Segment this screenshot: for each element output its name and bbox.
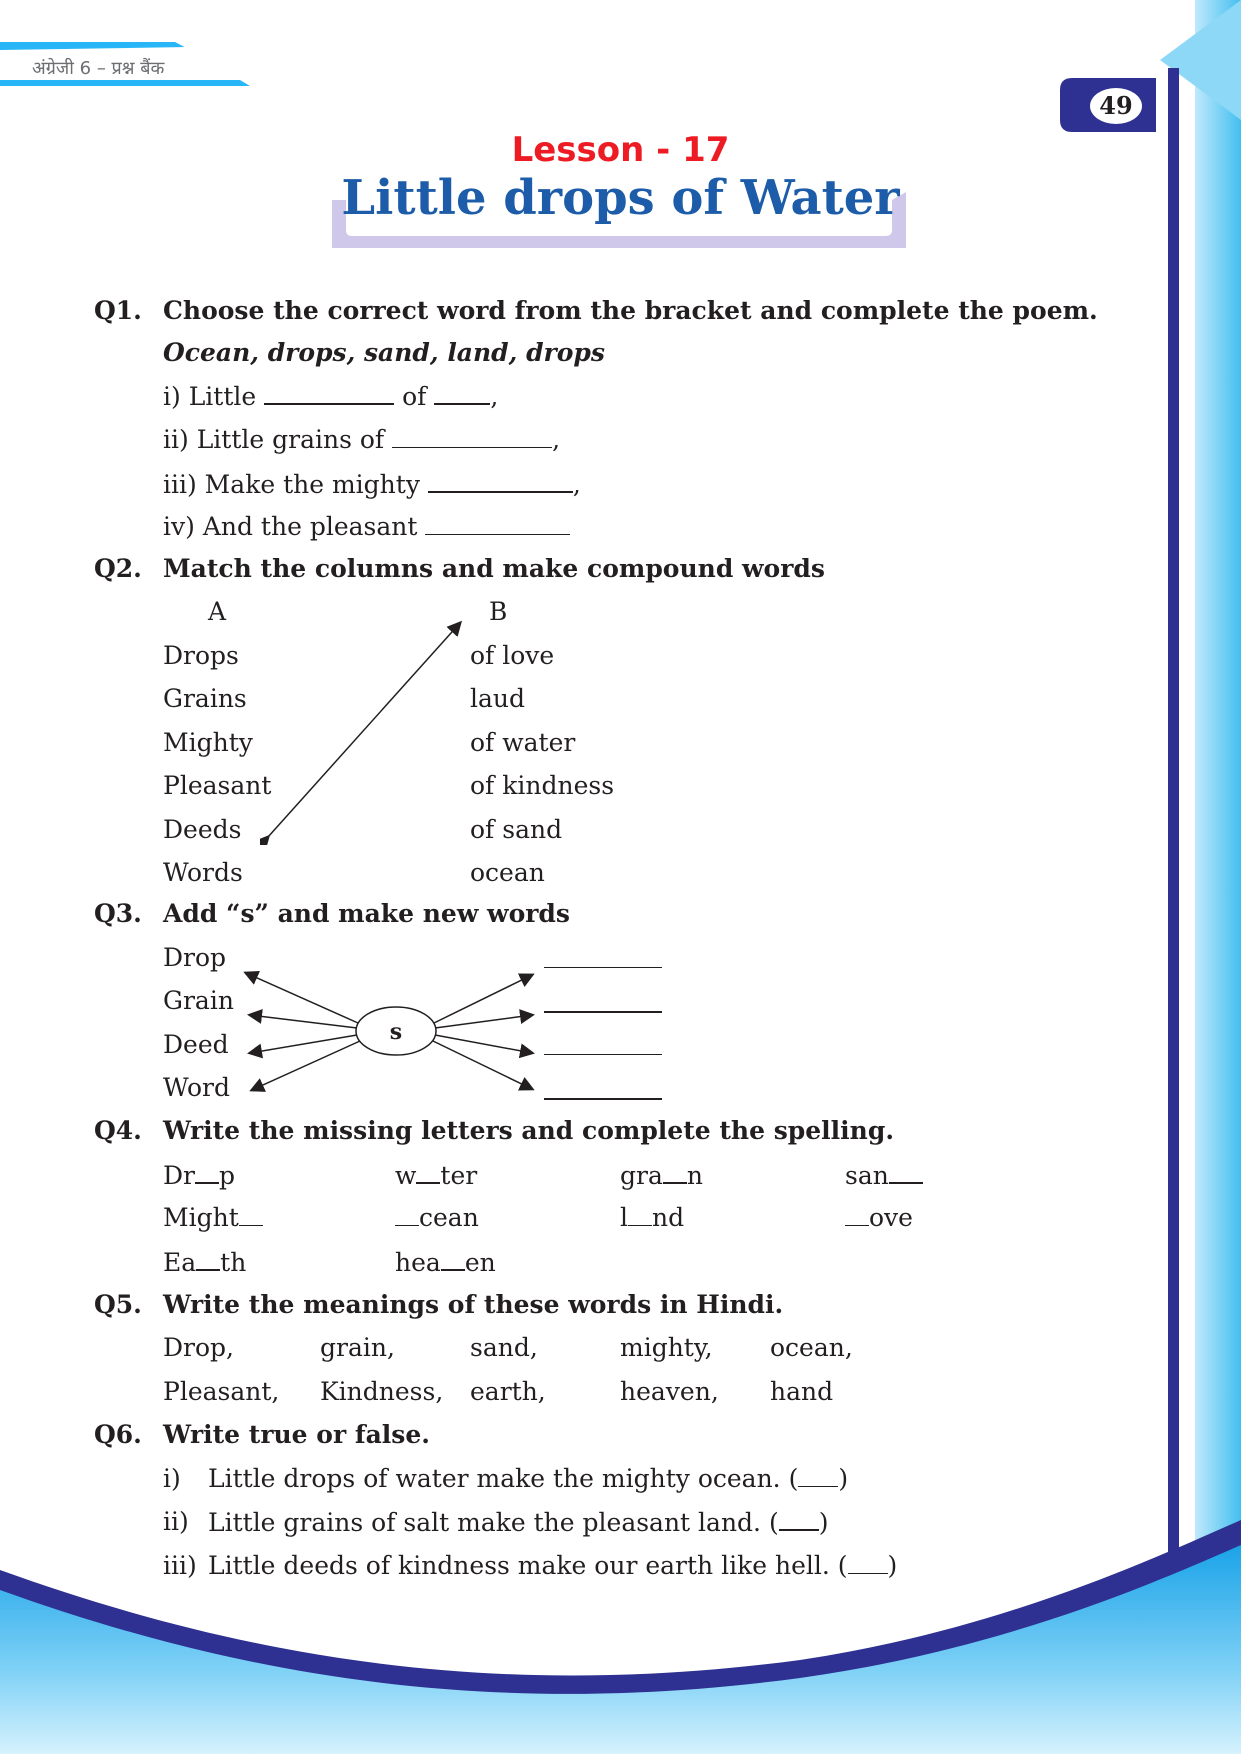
q1-blank-3[interactable] (428, 469, 573, 493)
page-number: 49 (1099, 91, 1133, 120)
q4-item: gra n (620, 1161, 703, 1190)
q2-col-a-item: Mighty (163, 728, 253, 757)
q1-line-1-text: i) Little (163, 382, 257, 411)
q3-word: Drop (163, 943, 227, 972)
q1-line-2-text: ii) Little grains of (163, 425, 385, 454)
q4-blank[interactable] (663, 1160, 687, 1184)
q2-question: Match the columns and make compound words (163, 554, 825, 583)
q6-question: Write true or false. (163, 1420, 430, 1449)
q4-blank[interactable] (395, 1203, 419, 1226)
q3-word: Deed (163, 1030, 229, 1059)
q6-item-number: iii) (163, 1551, 197, 1580)
q1-blank-1a[interactable] (264, 381, 394, 405)
q1-blank-4[interactable] (425, 512, 570, 535)
q3-answer-blank[interactable] (544, 967, 662, 968)
q2-col-b-item: of love (470, 641, 555, 670)
q4-blank[interactable] (196, 1247, 220, 1271)
lesson-label: Lesson - 17 (511, 130, 730, 170)
q4-blank[interactable] (845, 1203, 869, 1226)
q2-col-a-item: Deeds (163, 815, 242, 844)
q1-blank-1b[interactable] (434, 381, 490, 405)
q3-question: Add “s” and make new words (163, 899, 570, 928)
q1-line-2-comma: , (552, 425, 561, 454)
q4-blank[interactable] (628, 1203, 652, 1226)
q5-word: Kindness, (320, 1377, 444, 1406)
q3-answer-blank[interactable] (544, 1011, 662, 1013)
q6-number: Q6. (94, 1420, 142, 1449)
q2-number: Q2. (94, 554, 142, 583)
q4-item: ove (845, 1203, 913, 1232)
q1-line-3 (163, 469, 581, 499)
q1-line-2 (163, 425, 560, 454)
q2-col-a-item: Grains (163, 684, 247, 713)
q2-column-b-header: B (489, 597, 508, 626)
q1-line-3-comma: , (572, 470, 581, 499)
q6-answer-blank[interactable] (798, 1464, 838, 1487)
q4-item: Might (163, 1203, 263, 1232)
q6-answer-blank[interactable] (779, 1507, 819, 1531)
q2-col-b-item: ocean (470, 858, 545, 887)
q2-col-a-item: Pleasant (163, 771, 272, 800)
q4-blank[interactable] (195, 1160, 219, 1184)
q5-word: earth, (470, 1377, 546, 1406)
q6-statement: Little drops of water make the mighty ocean. ( ) (208, 1464, 849, 1493)
q6-item-number: i) (163, 1464, 181, 1493)
q5-word: heaven, (620, 1377, 719, 1406)
q5-word: sand, (470, 1333, 538, 1362)
q2-col-b-item: of water (470, 728, 576, 757)
q3-center-letter: s (389, 1019, 403, 1045)
q4-blank[interactable] (239, 1203, 263, 1226)
q4-item: hea en (395, 1248, 496, 1277)
q2-col-a-item: Drops (163, 641, 239, 670)
q3-diagram (240, 955, 540, 1095)
q2-col-b-item: laud (470, 684, 526, 713)
book-label: अंग्रेजी 6 – प्रश्न बैंक (32, 58, 165, 79)
q6-statement: Little grains of salt make the pleasant land. ( ) (208, 1508, 829, 1537)
q4-item: Ea th (163, 1248, 247, 1277)
q5-question: Write the meanings of these words in Hindi. (163, 1290, 784, 1319)
q5-word: mighty, (620, 1333, 713, 1362)
q5-word: Drop, (163, 1333, 234, 1362)
q4-item: cean (395, 1203, 479, 1232)
q1-word-options: Ocean, drops, sand, land, drops (163, 338, 605, 367)
q1-line-1-comma: , (490, 382, 499, 411)
q4-blank[interactable] (889, 1160, 923, 1184)
lesson-title: Little drops of Water (341, 170, 900, 226)
q3-answer-blank[interactable] (544, 1054, 662, 1055)
q2-column-a-header: A (208, 597, 227, 626)
q2-example-arrow (260, 615, 470, 845)
q5-word: ocean, (770, 1333, 853, 1362)
q1-line-1 (163, 381, 498, 411)
q6-answer-blank[interactable] (848, 1551, 888, 1574)
q5-word: hand (770, 1377, 834, 1406)
q4-item: Dr p (163, 1161, 236, 1190)
q1-question: Choose the correct word from the bracket and complete the poem. (163, 296, 1098, 325)
q5-word: grain, (320, 1333, 395, 1362)
q3-answer-blank[interactable] (544, 1098, 662, 1100)
q4-item: san (845, 1160, 923, 1190)
q1-line-1-of: of (402, 382, 427, 411)
q2-col-b-item: of kindness (470, 771, 615, 800)
side-navy-bar (1168, 68, 1179, 1628)
q4-item: l nd (620, 1203, 685, 1232)
q2-col-a-item: Words (163, 858, 243, 887)
q3-word: Grain (163, 986, 234, 1015)
q4-question: Write the missing letters and complete the spelling. (163, 1116, 895, 1145)
q4-blank[interactable] (441, 1247, 465, 1271)
q4-item: w ter (395, 1161, 478, 1190)
q5-number: Q5. (94, 1290, 142, 1319)
side-panel (1195, 0, 1241, 1600)
q1-line-4-text: iv) And the pleasant (163, 512, 418, 541)
q6-item-number: ii) (163, 1507, 189, 1536)
q1-line-3-text: iii) Make the mighty (163, 470, 420, 499)
q6-statement: Little deeds of kindness make our earth like hell. ( ) (208, 1551, 898, 1580)
q1-number: Q1. (94, 296, 142, 325)
q4-blank[interactable] (416, 1160, 440, 1184)
q2-col-b-item: of sand (470, 815, 563, 844)
q4-number: Q4. (94, 1116, 142, 1145)
q3-number: Q3. (94, 899, 142, 928)
q1-line-4 (163, 512, 570, 541)
q5-word: Pleasant, (163, 1377, 280, 1406)
q3-word: Word (163, 1073, 231, 1102)
q1-blank-2[interactable] (392, 425, 552, 448)
